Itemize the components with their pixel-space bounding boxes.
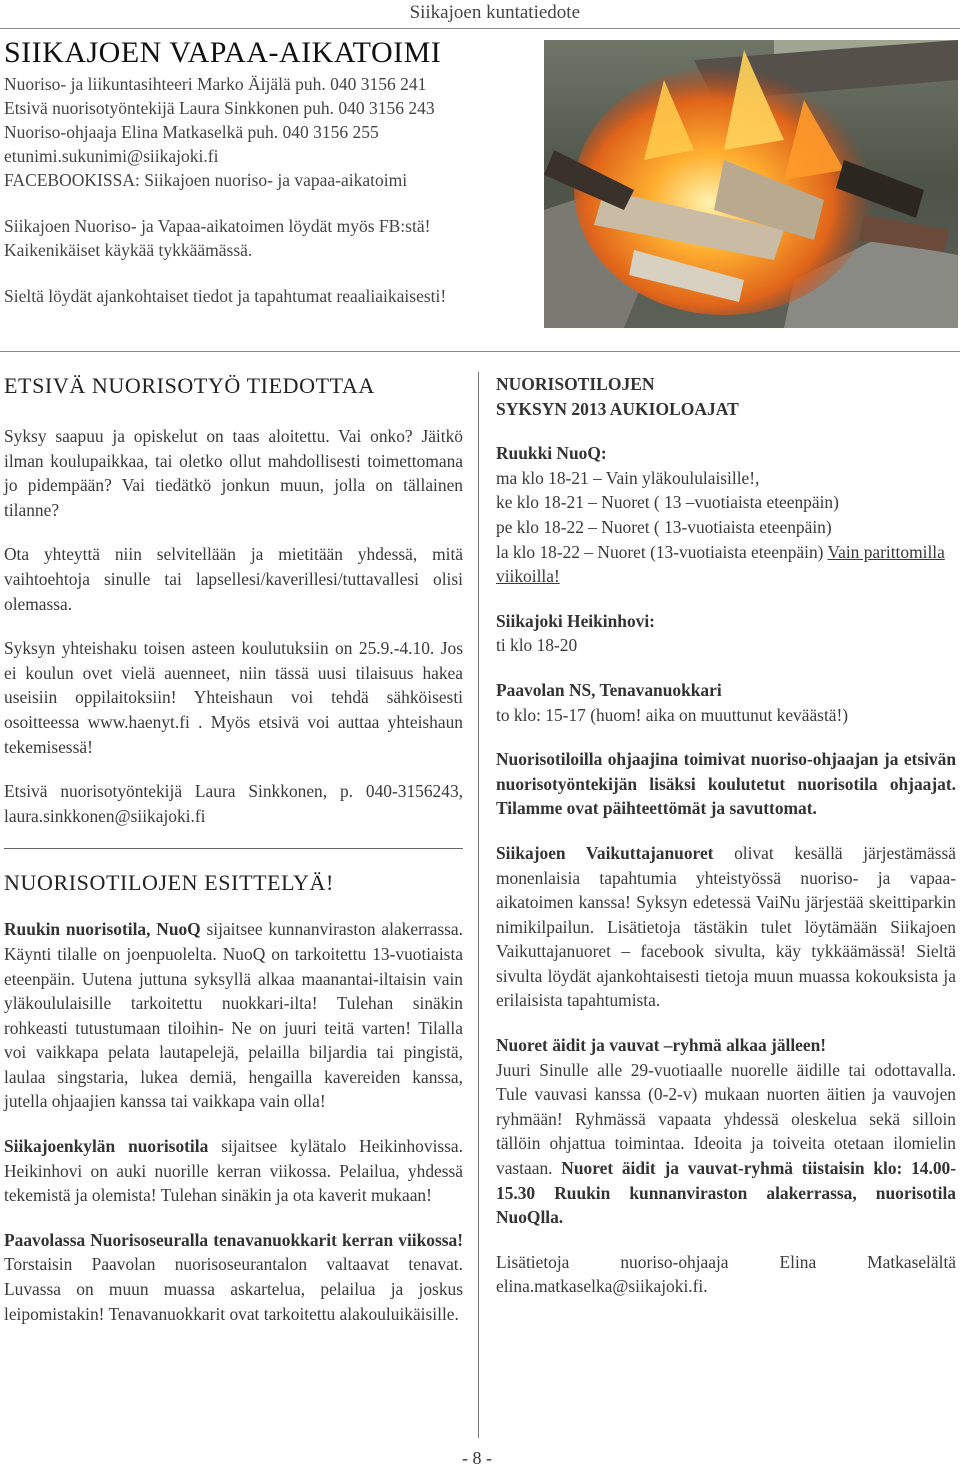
right-column [496, 372, 956, 1319]
aidit-paragraph: Nuoret äidit ja vauvat –ryhmä alkaa jälleen! Juuri Sinulle alle 29-vuotiaalle nuorelle äidille tai odottavalla. Tule vauvasi kanssa (0-2-v) mukaan nuorten äitien ja vauvojen ryhmään! Ryhmässä vapaata yhdessä oleskelua sekä silloin tällöin ohjattua toimintaa. Ideoita ja toiveita otetaan ilomielin vastaan. Nuoret äidit ja vauvat-ryhmä tiistaisin klo: 14.00-15.30 Ruukin kunnanviraston alakerrassa, nuorisotila NuoQlla. [496, 1035, 957, 1228]
etsiva-paragraph: Syksyn yhteishaku toisen asteen koulutuksiin on 25.9.-4.10. Jos ei koulun ovet vielä auenneet, niin tässä uusi tilaisuus hakea useisiin oppilaitoksiin! Yhteishaun voi tehdä sähköisesti osoitteessa www.haenyt.fi . Myös etsivä voi auttaa yhteishaun tekemisessä! [4, 638, 463, 757]
section-rule [0, 351, 960, 352]
staff-note: Nuorisotiloilla ohjaajina toimivat nuoriso-ohjaajan ja etsivän nuorisotyöntekijän lisäksi koulutetut nuorisotila ohjaajat. Tilamme ovat päihteettömät ja savuttomat. [496, 749, 956, 819]
paavola-hours: Paavolan NS, Tenavanuokkari to klo: 15-17 (huom! aika on muuttunut keväästä!) [496, 679, 849, 725]
vaikuttaja-paragraph: Siikajoen Vaikuttajanuoret olivat kesällä järjestämässä monenlaisia tapahtumia yhteistyössä nuoriso- ja vapaa-aikatoimen kanssa! Syksyn edetessä VaiNu järjestää skeittiparkin nimikilpailun. Lisätietoja tästäkin tulet löytämään Siikajoen Vaikuttajanuoret – facebook sivulta, käy tykkäämässä! Sieltä sivulta löydät ajankohtaisesti tietoja muun muassa kokouksista ja erilaisista tapahtumista. [496, 842, 956, 1011]
heikinhovi-hours: Siikajoki Heikinhovi: ti klo 18-20 [496, 610, 655, 656]
etsiva-paragraph: Ota yhteyttä niin selvitellään ja mietitään yhdessä, mitä vaihtoehtoja sinulle tai lapsellesi/kaverillesi/tuttavallesi olisi olemassa. [4, 544, 463, 614]
ruukki-hours: Ruukki NuoQ: ma klo 18-21 – Vain yläkoululaisille!, ke klo 18-21 – Nuoret ( 13 –vuotiaista eteenpäin) pe klo 18-22 – Nuoret ( 13-vuotiaista eteenpäin) la klo 18-22 – Nuoret (13-vuotiaista eteenpäin) Vain parittomilla viikoilla! [496, 443, 945, 587]
etsiva-heading: ETSIVÄ NUORISOTYÖ TIEDOTTAA [4, 373, 375, 398]
contact-block [4, 72, 524, 308]
etsiva-contact: Etsivä nuorisotyöntekijä Laura Sinkkonen, p. 040-3156243, laura.sinkkonen@siikajoki.fi [4, 781, 463, 826]
contact-line: Nuoriso-ohjaaja Elina Matkaselkä puh. 040 3156 255 [4, 122, 379, 142]
contact-line: Nuoriso- ja liikuntasihteeri Marko Äijälä puh. 040 3156 241 [4, 74, 427, 94]
lisatietoja-paragraph: Lisätietoja nuoriso-ohjaaja Elina Matkaselältä elina.matkaselka@siikajoki.fi. [496, 1251, 956, 1297]
email-pattern: etunimi.sukunimi@siikajoki.fi [4, 146, 219, 166]
contact-line: Etsivä nuorisotyöntekijä Laura Sinkkonen puh. 040 3156 243 [4, 98, 435, 118]
esittely-heading: NUORISOTILOJEN ESITTELYÄ! [4, 870, 334, 896]
hours-title: NUORISOTILOJEN SYKSYN 2013 AUKIOLOAJAT [496, 374, 739, 419]
header-rule [0, 28, 960, 29]
fb-note: Siikajoen Nuoriso- ja Vapaa-aikatoimen löydät myös FB:stä! Kaikenikäiset käykää tykkäämässä. [4, 216, 431, 260]
running-header: Siikajoen kuntatiedote [409, 2, 580, 23]
campfire-photo [544, 40, 958, 328]
fb-note-realtime: Sieltä löydät ajankohtaiset tiedot ja tapahtumat reaaliaikaisesti! [4, 286, 447, 306]
divider [4, 848, 463, 849]
left-column [4, 372, 463, 1346]
column-divider [478, 372, 479, 1438]
kyla-paragraph: Siikajoenkylän nuorisotila sijaitsee kylätalo Heikinhovissa. Heikinhovi on auki nuorille kerran viikossa. Pelailua, yhdessä tekemistä ja olemista! Tulehan sinäkin ja ota kaverit mukaan! [4, 1136, 463, 1206]
etsiva-paragraph: Syksy saapuu ja opiskelut on taas aloitettu. Vai onko? Jäitkö ilman koulupaikkaa, tai oletko ollut mahdollisesti toimettomana jo pidempään? Vai tiedätkö jonkun muun, jolla on tällainen tilanne? [4, 426, 463, 520]
page-number: - 8 - [462, 1448, 492, 1468]
nuoq-paragraph: Ruukin nuorisotila, NuoQ sijaitsee kunnanviraston alakerrassa. Käynti tilalle on joenpuolelta. NuoQ on tarkoitettu 13-vuotiaista eteenpäin. Uutena juttuna syksyllä alkaa maanantai-iltaisin vain yläkoululaisille tarkoitettu nuokkari-ilta! Tulehan sinäkin rohkeasti tutustumaan tiloihin- Ne on juuri teitä varten! Tilalla voi vaikkapa pelata lautapelejä, pelailla biljardia tai pingistä, laulaa singstaria, lukea demiä, hengailla kavereiden kanssa, jutella ohjaajien kanssa tai vaikkapa vain olla! [4, 919, 463, 1112]
page-title: SIIKAJOEN VAPAA-AIKATOIMI [4, 36, 442, 69]
paavola-paragraph: Paavolassa Nuorisoseuralla tenavanuokkarit kerran viikossa! Torstaisin Paavolan nuorisoseurantalon valtaavat tenavat. Luvassa on muun muassa askartelua, pelailua ja joskus leipomistakin! Tenavanuokkarit ovat tarkoitettu alakouluikäisille. [4, 1229, 463, 1324]
facebook-line: FACEBOOKISSA: Siikajoen nuoriso- ja vapaa-aikatoimi [4, 170, 408, 190]
